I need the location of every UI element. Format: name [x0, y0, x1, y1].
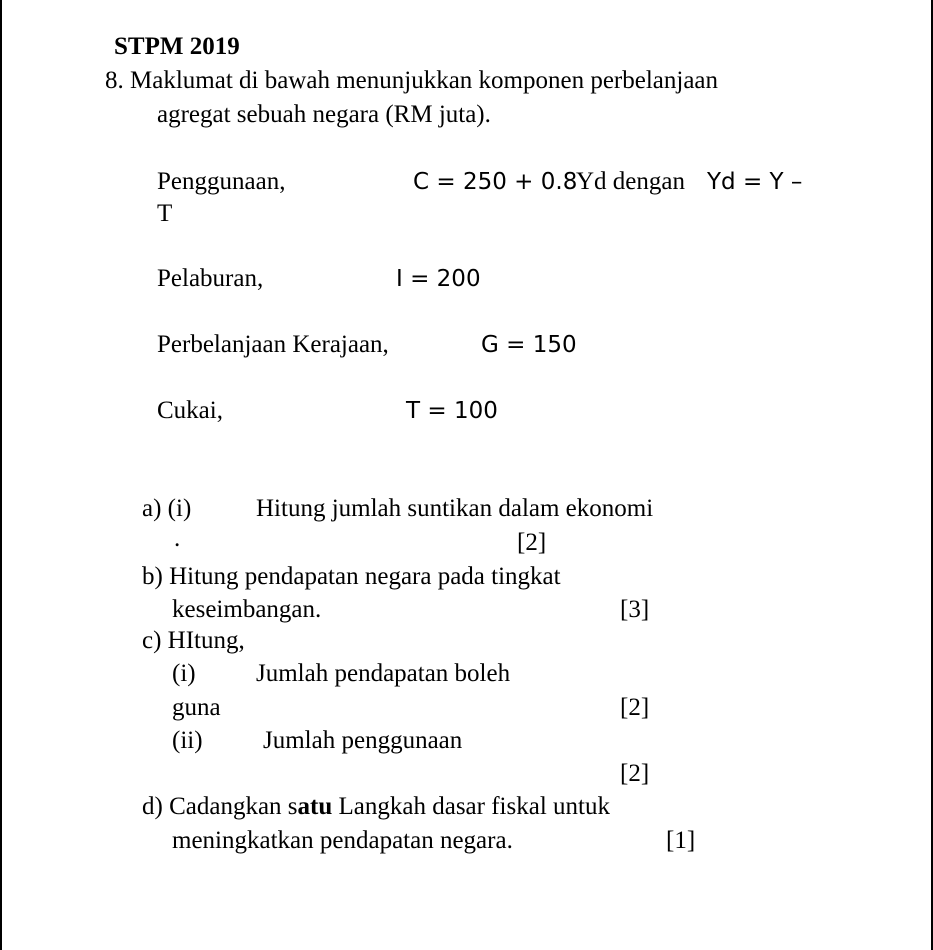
part-d-marks: [1]: [666, 827, 696, 854]
government-label: Perbelanjaan Kerajaan,: [157, 331, 389, 358]
part-d-text-start: d) Cadangkan s: [142, 793, 298, 820]
consumption-formula: C = 250 + 0.8: [413, 169, 578, 195]
consumption-label: Penggunaan,: [157, 168, 286, 195]
part-d-bold-word: atu: [297, 793, 333, 820]
consumption-mid-text: Yd dengan: [576, 168, 685, 195]
part-b-line1: b) Hitung pendapatan negara pada tingkat: [142, 563, 561, 590]
page-title: STPM 2019: [114, 33, 240, 60]
part-a-marks: [2]: [517, 529, 547, 556]
investment-formula: I = 200: [396, 266, 481, 292]
disposable-income-formula: Yd = Y –: [707, 169, 803, 195]
question-intro-line1: 8. Maklumat di bawah menunjukkan komponen perbelanjaan: [105, 67, 719, 94]
page-border-left: [0, 0, 2, 950]
part-a-number: a) (i): [142, 495, 192, 522]
part-c-ii-number: (ii): [172, 727, 203, 754]
investment-label: Pelaburan,: [157, 265, 264, 292]
part-c-heading: c) HItung,: [142, 627, 245, 654]
part-c-i-number: (i): [172, 660, 196, 687]
part-a-dot: .: [174, 525, 181, 552]
part-c-ii-marks: [2]: [620, 760, 650, 787]
tax-label: Cukai,: [157, 397, 223, 424]
tax-formula: T = 100: [406, 398, 498, 424]
part-d-line1: [142, 792, 610, 822]
part-c-i-marks: [2]: [620, 694, 650, 721]
consumption-formula-continuation: T: [157, 200, 173, 227]
part-b-marks: [3]: [620, 596, 650, 623]
part-c-i-text: Jumlah pendapatan boleh: [256, 660, 511, 687]
part-a-text: Hitung jumlah suntikan dalam ekonomi: [256, 495, 654, 522]
part-b-line2: keseimbangan.: [172, 596, 322, 623]
government-formula: G = 150: [481, 332, 577, 358]
part-d-text-end: Langkah dasar fiskal untuk: [332, 793, 610, 820]
part-c-ii-text: Jumlah penggunaan: [263, 727, 463, 754]
part-d-line2: meningkatkan pendapatan negara.: [172, 827, 513, 854]
part-c-i-line2: guna: [172, 694, 221, 721]
question-intro-line2: agregat sebuah negara (RM juta).: [157, 101, 491, 128]
